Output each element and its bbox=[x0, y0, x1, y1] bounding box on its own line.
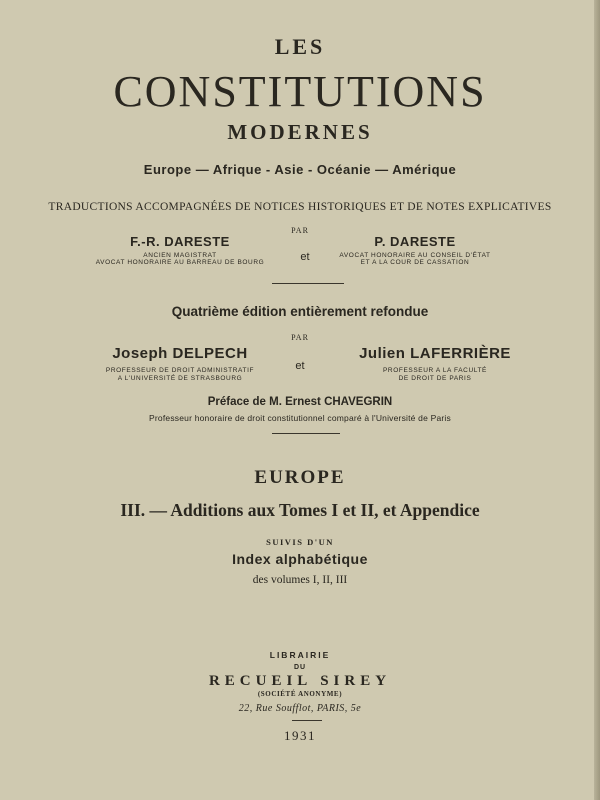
preface-line: Préface de M. Ernest CHAVEGRIN bbox=[207, 396, 393, 408]
author-title-line-2: ET A LA COUR DE CASSATION bbox=[360, 259, 470, 266]
author-title-line-2: A L'UNIVERSITÉ DE STRASBOURG bbox=[117, 375, 243, 382]
publisher-du: DU bbox=[293, 664, 307, 671]
author-name: P. DARESTE bbox=[374, 234, 456, 249]
title-main: CONSTITUTIONS bbox=[113, 67, 487, 116]
et-1: et bbox=[300, 251, 310, 263]
title-les: LES bbox=[274, 34, 326, 59]
author-title-line-1: AVOCAT HONORAIRE AU CONSEIL D'ÉTAT bbox=[339, 252, 491, 259]
translation-note: TRADUCTIONS ACCOMPAGNÉES DE NOTICES HISTORIQUES ET DE NOTES EXPLICATIVES bbox=[48, 201, 552, 213]
author-laferriere bbox=[320, 345, 550, 382]
author-delpech bbox=[70, 345, 290, 382]
preface-subtitle: Professeur honoraire de droit constitutionnel comparé à l'Université de Paris bbox=[149, 413, 451, 423]
divider-3 bbox=[292, 720, 322, 721]
author-title-line-2: DE DROIT DE PARIS bbox=[398, 375, 472, 382]
publisher-address: 22, Rue Soufflot, PARIS, 5e bbox=[238, 703, 362, 714]
publisher-name: RECUEIL SIREY bbox=[208, 673, 392, 689]
et-2: et bbox=[295, 360, 305, 372]
par-label-2: PAR bbox=[291, 333, 309, 342]
author-name: F.-R. DARESTE bbox=[130, 234, 230, 249]
author-title-line-1: PROFESSEUR A LA FACULTÉ bbox=[383, 367, 487, 374]
divider-1 bbox=[272, 283, 344, 284]
volume-title: III. — Additions aux Tomes I et II, et Appendice bbox=[120, 500, 480, 520]
author-fr-dareste bbox=[60, 234, 300, 266]
volume-region: EUROPE bbox=[254, 467, 346, 488]
continents-line: Europe — Afrique - Asie - Océanie — Amérique bbox=[143, 162, 457, 177]
publication-year: 1931 bbox=[284, 728, 316, 743]
author-title-line-1: ANCIEN MAGISTRAT bbox=[143, 252, 217, 259]
divider-2 bbox=[272, 433, 340, 434]
author-title-line-2: AVOCAT HONORAIRE AU BARREAU DE BOURG bbox=[95, 259, 265, 266]
author-p-dareste bbox=[305, 234, 525, 266]
edition-line: Quatrième édition entièrement refondue bbox=[171, 304, 429, 319]
publisher-society: (SOCIÉTÉ ANONYME) bbox=[257, 690, 343, 698]
followed-by: SUIVIS D'UN bbox=[266, 537, 334, 547]
author-title-line-1: PROFESSEUR DE DROIT ADMINISTRATIF bbox=[105, 367, 255, 374]
index-title: Index alphabétique bbox=[232, 551, 368, 567]
par-label-1: PAR bbox=[291, 226, 309, 235]
publisher-librairie: LIBRAIRIE bbox=[269, 650, 331, 660]
author-name: Joseph DELPECH bbox=[112, 345, 248, 362]
author-name: Julien LAFERRIÈRE bbox=[359, 345, 511, 362]
title-modernes: MODERNES bbox=[227, 120, 373, 144]
index-volumes: des volumes I, II, III bbox=[252, 574, 348, 586]
